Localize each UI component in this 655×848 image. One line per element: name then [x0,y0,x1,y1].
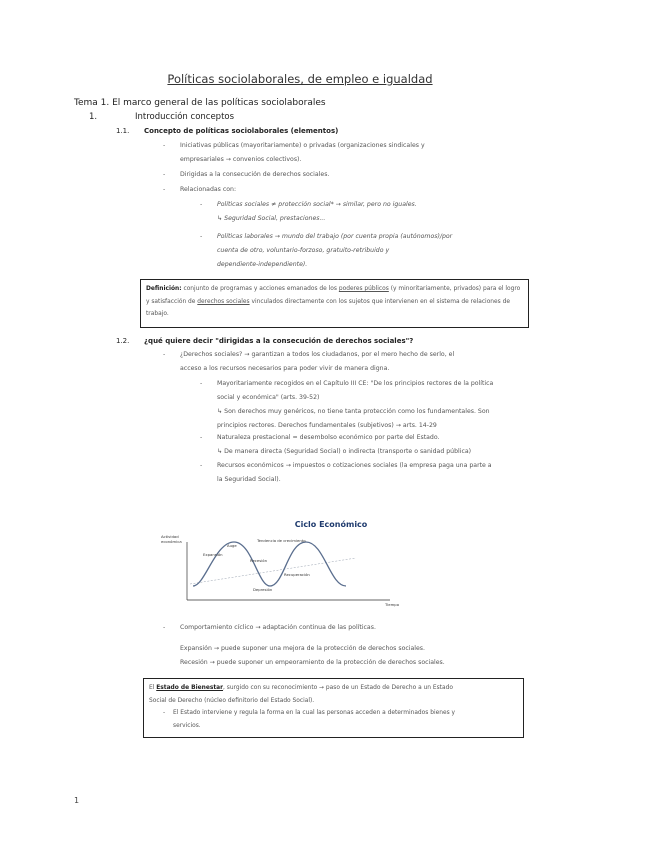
derechos-sociales-link: derechos sociales [197,298,250,305]
bullet-naturaleza-prestacional: - Naturaleza prestacional = desembolso económico por parte del Estado. ↳ De manera directa (Seguridad Social) o indirecta (transporte o sanidad pública) [200,434,472,455]
bullet-politicas-sociales: - Políticas sociales ≠ protección social* → similar, pero no iguales. ↳ Seguridad Social, prestaciones... [200,201,417,222]
page-number: 1 [74,796,80,805]
label-expansion: Expansión [203,552,223,557]
subsection-label: ¿qué quiere decir "dirigidas a la consecución de derechos sociales"? [144,337,414,345]
diagram-title: Ciclo Económico [294,520,368,529]
subsection-number: 1.1. [116,127,130,135]
bullet-derechos-sociales: - ¿Derechos sociales? → garantizan a todos los ciudadanos, por el mero hecho de serlo, el acceso a los recursos necesarios para poder vivir de manera digna. [163,351,455,372]
bullet-iniciativas: - Iniciativas públicas (mayoritariamente) o privadas (organizaciones sindicales y empresariales → convenios colectivos). [163,142,425,163]
label-depresion: Depresión [253,587,273,592]
xlabel: Tiempo [385,602,400,607]
line-recesion: Recesión → puede suponer un empeoramiento de la protección de derechos sociales. [180,659,445,666]
bullet-recursos-economicos: - Recursos económicos → impuestos o cotizaciones sociales (la empresa paga una parte a la Seguridad Social). [200,462,492,483]
line-expansion: Expansión → puede suponer una mejora de la protección de derechos sociales. [180,645,425,652]
cycle-curve [193,542,346,586]
estado-bienestar-label: Estado de Bienestar [156,685,224,691]
bullet-dirigidas: - Dirigidas a la consecución de derechos sociales. [163,171,330,178]
bullet-politicas-laborales: - Políticas laborales → mundo del trabajo (por cuenta propia (autónomos)/por cuenta de otro, voluntario-forzoso, gratuito-retribuido y dependiente-independiente). [200,233,453,268]
poderes-publicos-link: poderes públicos [338,286,389,292]
label-recesion: Recesión [250,558,267,563]
subsection-label: Concepto de políticas sociolaborales (elementos) [144,127,339,135]
label-recuperacion: Recuperación [284,572,310,577]
section-number: 1. [89,112,98,122]
estado-bienestar-box [143,678,524,738]
bullet-relacionadas: - Relacionadas con: [163,186,237,193]
section-label: Introducción conceptos [135,112,235,122]
bullet-comportamiento-ciclico: - Comportamiento cíclico → adaptación continua de las políticas. [163,624,376,631]
subsection-heading-1-1 [116,127,338,135]
bullet-capitulo-iii: - Mayoritariamente recogidos en el Capítulo III CE: "De los principios rectores de la política social y económica" (arts. 39-52) ↳ Son derechos muy genéricos, no tiene tanta protección como los fundamentales. Son principios rectores. Derechos fundamentales (subjetivos) → arts. 14-29 [200,380,494,429]
document-title: Políticas sociolaborales, de empleo e igualdad [167,72,433,86]
subsection-heading-1-2 [116,337,413,345]
definition-text: Definición: conjunto de programas y acciones emanados de los poderes públicos (y minoritariamente, privados) para el logro y satisfacción de derechos sociales vinculados directamente con los sujetos que intervienen en el sistema de relaciones de trabajo. [146,286,521,317]
ciclo-economico-diagram [160,512,400,612]
section-heading [89,112,234,122]
ylabel-line2: económica [161,539,182,544]
ylabel-line1: Actividad [161,534,179,539]
estado-bienestar-text: El Estado de Bienestar, surgido con su reconocimiento → paso de un Estado de Derecho a un Estado Social de Derecho (núcleo definitorio del Estado Social). - El Estado interviene y regula la forma en la cual las personas acceden a determinados bienes y servicios. [149,685,455,729]
subsection-number: 1.2. [116,337,130,345]
tema-heading: Tema 1. El marco general de las políticas sociolaborales [74,98,326,108]
label-auge: Auge [227,543,237,548]
definition-label: Definición: [146,286,182,292]
label-tendencia: Tendencia de crecimiento [257,538,306,543]
definition-box [140,279,529,328]
